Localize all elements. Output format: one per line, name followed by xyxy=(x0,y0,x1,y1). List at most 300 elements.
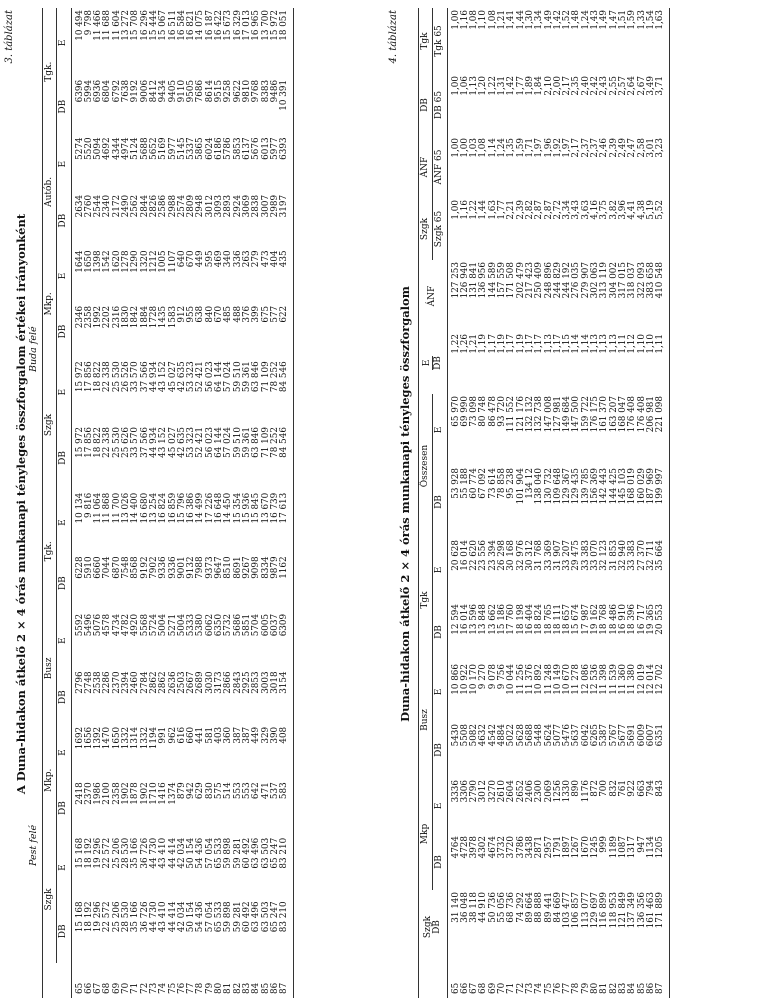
value-cell: 12 019 xyxy=(636,664,647,695)
value-cell: 583 xyxy=(280,780,294,835)
tgk-header: Tgk. xyxy=(43,491,57,612)
tgk-ratio-header: Tgk xyxy=(419,8,433,74)
value-cell: 1,16 xyxy=(459,200,470,220)
value-cell: 31 140 xyxy=(450,892,461,923)
value-cell: 5387 xyxy=(599,724,610,747)
value-cell: 10 149 xyxy=(552,664,563,695)
value-cell: 36 726 xyxy=(139,901,150,933)
value-cell: 5022 xyxy=(506,724,517,747)
value-cell: 3012 xyxy=(204,194,215,218)
value-cell: 2760 xyxy=(83,194,94,218)
value-cell: 403 xyxy=(214,726,225,744)
table-b-body xyxy=(447,8,670,998)
value-cell: 2,64 xyxy=(627,76,638,96)
value-cell: 44 934 xyxy=(148,427,159,458)
value-cell: 4542 xyxy=(487,724,498,747)
value-cell: 441 xyxy=(195,726,206,744)
year-cell: 78 xyxy=(195,982,206,994)
value-cell: 2862 xyxy=(148,671,159,694)
value-cell: 5724 xyxy=(148,613,159,637)
value-cell: 313 119 xyxy=(599,262,610,299)
value-cell: 12 086 xyxy=(580,664,591,695)
value-cell: 57 024 xyxy=(223,427,234,458)
value-cell: 15 067 xyxy=(158,10,169,41)
value-cell: 6792 xyxy=(111,79,122,103)
value-cell: 1,13 xyxy=(608,334,619,354)
value-cell: 1176 xyxy=(580,780,591,803)
value-cell: 329 xyxy=(260,726,271,744)
value-cell: 4728 xyxy=(459,836,470,859)
value-cell: 5520 xyxy=(83,137,94,160)
value-cell: 3786 xyxy=(515,836,526,859)
value-cell: 16 329 xyxy=(232,10,243,41)
db-ratio-header: DB xyxy=(419,74,433,136)
value-cell: 1,00 xyxy=(450,10,461,30)
value-cell: 86 478 xyxy=(487,396,498,427)
value-cell: 840 xyxy=(204,305,215,323)
value-cell: 5732 xyxy=(223,613,234,637)
value-cell: 1,49 xyxy=(599,10,610,30)
value-cell: 157 559 xyxy=(497,262,508,299)
value-cell: 1,49 xyxy=(543,10,554,30)
value-cell: 376 xyxy=(241,305,252,323)
value-cell: 18 111 xyxy=(552,604,563,635)
value-cell: 1,14 xyxy=(571,334,582,354)
value-cell: 5977 xyxy=(167,137,178,160)
value-cell: 2866 xyxy=(223,671,234,694)
value-cell: 1692 xyxy=(74,726,85,750)
value-cell: 78 252 xyxy=(269,361,280,393)
db-subheader: DB xyxy=(57,193,71,248)
year-cell: 76 xyxy=(552,982,563,994)
value-cell: 1005 xyxy=(158,250,169,273)
value-cell: 56 023 xyxy=(204,361,215,393)
value-cell: 12 536 xyxy=(590,664,601,695)
value-cell: 171 508 xyxy=(506,262,517,299)
value-cell: 43 152 xyxy=(158,427,169,458)
value-cell: 1,11 xyxy=(617,334,628,354)
value-cell: 7044 xyxy=(102,556,113,579)
value-cell: 68 736 xyxy=(506,892,517,923)
value-cell: 65 533 xyxy=(214,901,225,933)
value-cell: 5910 xyxy=(83,556,94,579)
value-cell: 2358 xyxy=(83,305,94,329)
value-cell: 1,59 xyxy=(515,138,526,158)
value-cell: 1,41 xyxy=(506,10,517,30)
value-cell: 553 xyxy=(232,782,243,800)
value-cell: 16 717 xyxy=(636,604,647,635)
value-cell: 3197 xyxy=(280,193,294,248)
value-cell: 15 708 xyxy=(130,10,141,41)
value-cell: 879 xyxy=(176,782,187,800)
value-cell: 1245 xyxy=(590,836,601,859)
value-cell: 129 697 xyxy=(590,892,601,929)
value-cell: 9434 xyxy=(158,79,169,103)
value-cell: 1,13 xyxy=(543,334,554,354)
value-cell: 3018 xyxy=(269,671,280,694)
value-cell: 22 572 xyxy=(102,837,113,869)
value-cell: 16 648 xyxy=(214,492,225,524)
value-cell: 1830 xyxy=(121,305,132,329)
value-cell: 25 626 xyxy=(121,427,132,458)
value-cell: 1,13 xyxy=(469,76,480,96)
table-a-header xyxy=(43,8,72,998)
value-cell: 15 168 xyxy=(74,901,85,933)
value-cell: 6005 xyxy=(260,613,271,637)
value-cell: 9879 xyxy=(269,556,280,579)
value-cell: 244 829 xyxy=(552,262,563,299)
value-cell: 5508 xyxy=(459,724,470,747)
value-cell: 2862 xyxy=(158,671,169,694)
value-cell: 3,43 xyxy=(571,200,582,220)
value-cell: 176 408 xyxy=(627,396,638,433)
value-cell: 1,30 xyxy=(524,10,535,30)
value-cell: 5076 xyxy=(93,613,104,637)
value-cell: 136 956 xyxy=(478,262,489,299)
value-cell: 6804 xyxy=(102,79,113,103)
value-cell: 89 441 xyxy=(543,892,554,923)
value-cell: 5337 xyxy=(186,137,197,160)
value-cell: 221 098 xyxy=(656,394,670,466)
year-cell: 68 xyxy=(478,982,489,994)
value-cell: 2358 xyxy=(111,782,122,805)
value-cell: 1897 xyxy=(562,836,573,859)
value-cell: 360 xyxy=(223,726,234,744)
year-cell: 74 xyxy=(534,982,545,994)
value-cell: 55 056 xyxy=(497,892,508,923)
value-cell: 469 xyxy=(214,250,225,268)
value-cell: 16 404 xyxy=(524,604,535,635)
value-cell: 10 670 xyxy=(562,664,573,695)
year-cell: 75 xyxy=(543,982,554,994)
value-cell: 16 859 xyxy=(167,492,178,524)
year-cell: 84 xyxy=(627,982,638,994)
value-cell: 3,23 xyxy=(656,136,670,198)
e-subheader: E xyxy=(433,394,447,466)
value-cell: 2,17 xyxy=(571,138,582,158)
value-cell: 1542 xyxy=(102,250,113,273)
value-cell: 38 118 xyxy=(469,892,480,923)
value-cell: 139 785 xyxy=(580,468,591,505)
value-cell: 15 936 xyxy=(241,492,252,524)
value-cell: 10 494 xyxy=(74,10,85,41)
year-cell: 81 xyxy=(223,982,234,994)
value-cell: 2,43 xyxy=(599,76,610,96)
value-cell: 145 103 xyxy=(617,468,628,505)
value-cell: 10 391 xyxy=(280,78,294,136)
value-cell: 2826 xyxy=(148,194,159,218)
value-cell: 1,14 xyxy=(487,138,498,158)
value-cell: 1189 xyxy=(608,836,619,859)
value-cell: 42 034 xyxy=(176,837,187,869)
frac-den: DB xyxy=(433,356,444,370)
value-cell: 52 421 xyxy=(195,427,206,458)
value-cell: 103 477 xyxy=(562,892,573,929)
value-cell: 1,13 xyxy=(599,334,610,354)
year-header xyxy=(419,964,448,998)
value-cell: 33 369 xyxy=(543,540,554,571)
value-cell: 1,51 xyxy=(617,10,628,30)
value-cell: 18 486 xyxy=(608,604,619,635)
value-cell: 101 904 xyxy=(515,468,526,505)
busz-header: Busz xyxy=(43,612,57,725)
value-cell: 1,77 xyxy=(515,76,526,96)
value-cell: 537 xyxy=(269,782,280,800)
value-cell: 622 xyxy=(280,304,294,359)
value-cell: 56 023 xyxy=(204,427,215,458)
year-cell: 67 xyxy=(469,982,480,994)
value-cell: 44 910 xyxy=(478,892,489,923)
value-cell: 1,00 xyxy=(450,138,461,158)
value-cell: 3978 xyxy=(469,836,480,859)
direction-pest: Pest felé xyxy=(28,824,39,866)
value-cell: 84 546 xyxy=(280,425,294,491)
value-cell: 5496 xyxy=(83,613,94,637)
value-cell: 9336 xyxy=(167,556,178,579)
year-cell: 86 xyxy=(645,982,656,994)
value-cell: 404 xyxy=(269,250,280,268)
value-cell: 2538 xyxy=(93,671,104,694)
value-cell: 206 981 xyxy=(645,396,656,433)
value-cell: 129 367 xyxy=(562,468,573,505)
value-cell: 6228 xyxy=(74,556,85,579)
value-cell: 132 132 xyxy=(524,396,535,433)
value-cell: 42 635 xyxy=(176,361,187,393)
value-cell: 64 144 xyxy=(214,361,225,393)
value-cell: 168 047 xyxy=(617,396,628,433)
value-cell: 45 027 xyxy=(167,427,178,458)
value-cell: 5333 xyxy=(186,613,197,637)
value-cell: 1,47 xyxy=(608,10,619,30)
value-cell: 15 673 xyxy=(223,10,234,41)
value-cell: 6137 xyxy=(241,137,252,160)
value-cell: 670 xyxy=(214,305,225,323)
e-subheader: E xyxy=(57,836,71,900)
value-cell: 5688 xyxy=(524,724,535,747)
value-cell: 1650 xyxy=(111,726,122,750)
value-cell: 1620 xyxy=(111,250,122,273)
value-cell: 3154 xyxy=(280,669,294,724)
value-cell: 302 063 xyxy=(590,262,601,299)
value-cell: 59 281 xyxy=(232,901,243,933)
value-cell: 8334 xyxy=(260,556,271,579)
db-subheader: DB xyxy=(433,722,447,778)
value-cell: 17 226 xyxy=(204,492,215,524)
table-row xyxy=(447,8,461,998)
value-cell: 2340 xyxy=(102,194,113,218)
year-cell: 76 xyxy=(176,982,187,994)
value-cell: 2,57 xyxy=(617,76,628,96)
value-cell: 33 383 xyxy=(580,540,591,571)
value-cell: 160 029 xyxy=(636,468,647,505)
value-cell: 19 365 xyxy=(645,604,656,635)
value-cell: 171 889 xyxy=(656,890,670,964)
value-cell: 5786 xyxy=(223,137,234,160)
value-cell: 78 858 xyxy=(497,468,508,499)
year-cell: 81 xyxy=(599,982,610,994)
value-cell: 2924 xyxy=(232,194,243,218)
value-cell: 5430 xyxy=(450,724,461,747)
value-cell: 15 186 xyxy=(497,604,508,635)
frac-num: E xyxy=(422,356,433,370)
value-cell: 1,71 xyxy=(524,138,535,158)
value-cell: 2796 xyxy=(74,671,85,694)
value-cell: 1,92 xyxy=(552,138,563,158)
value-cell: 263 xyxy=(241,250,252,268)
year-header xyxy=(43,963,72,998)
e-subheader: E xyxy=(57,612,71,670)
value-cell: 1644 xyxy=(74,250,85,273)
year-cell: 80 xyxy=(590,982,601,994)
value-cell: 2871 xyxy=(534,836,545,859)
value-cell: 137 349 xyxy=(627,892,638,929)
value-cell: 2,46 xyxy=(599,138,610,158)
value-cell: 2,67 xyxy=(636,76,647,96)
value-cell: 12 702 xyxy=(656,662,670,722)
value-cell: 43 410 xyxy=(158,901,169,933)
value-cell: 20 553 xyxy=(656,602,670,662)
value-cell: 106 857 xyxy=(571,892,582,929)
value-cell: 317 015 xyxy=(617,262,628,299)
value-cell: 13 670 xyxy=(260,492,271,524)
value-cell: 1,17 xyxy=(534,334,545,354)
value-cell: 5851 xyxy=(241,613,252,637)
value-cell: 387 xyxy=(232,726,243,744)
value-cell: 1,44 xyxy=(478,200,489,220)
value-cell: 449 xyxy=(251,726,262,744)
value-cell: 6350 xyxy=(214,613,225,637)
value-cell: 121 176 xyxy=(515,396,526,433)
value-cell: 9505 xyxy=(186,79,197,103)
value-cell: 1,17 xyxy=(487,334,498,354)
value-cell: 44 414 xyxy=(167,901,178,933)
value-cell: 250 409 xyxy=(534,262,545,299)
table-b-number: 4. táblázat xyxy=(388,10,399,64)
year-cell: 71 xyxy=(506,982,517,994)
value-cell: 15 972 xyxy=(74,427,85,458)
value-cell: 10 044 xyxy=(506,664,517,695)
value-cell: 2838 xyxy=(251,194,262,218)
value-cell: 670 xyxy=(186,250,197,268)
value-cell: 1317 xyxy=(627,836,638,859)
value-cell: 121 849 xyxy=(617,892,628,929)
value-cell: 1,15 xyxy=(562,334,573,354)
value-cell: 15 168 xyxy=(74,837,85,869)
value-cell: 3,01 xyxy=(645,138,656,158)
value-cell: 947 xyxy=(636,836,647,853)
value-cell: 8614 xyxy=(204,79,215,103)
value-cell: 638 xyxy=(195,305,206,323)
db-subheader: DB xyxy=(433,466,447,538)
year-cell: 65 xyxy=(74,982,85,994)
value-cell: 2300 xyxy=(534,780,545,803)
value-cell: 1,03 xyxy=(469,138,480,158)
value-cell: 660 xyxy=(186,726,197,744)
szgk-buda-header: Szgk xyxy=(43,359,57,490)
value-cell: 2893 xyxy=(223,194,234,218)
value-cell: 408 xyxy=(280,725,294,780)
value-cell: 127 253 xyxy=(450,262,461,299)
value-cell: 15 674 xyxy=(571,604,582,635)
value-cell: 2,42 xyxy=(590,76,601,96)
value-cell: 126 940 xyxy=(459,262,470,299)
value-cell: 2586 xyxy=(158,194,169,218)
value-cell: 10 134 xyxy=(74,492,85,524)
db-subheader: DB xyxy=(57,425,71,491)
table-a-title: A Duna-hidakon átkelő 2 × 4 órás munkanapi tényleges összforgalom értékei irányonként xyxy=(14,213,28,795)
e-subheader: E xyxy=(57,359,71,425)
value-cell: 187 969 xyxy=(645,468,656,505)
year-cell: 77 xyxy=(562,982,573,994)
value-cell: 832 xyxy=(608,780,619,797)
value-cell: 8510 xyxy=(223,556,234,579)
value-cell: 80 748 xyxy=(478,396,489,427)
value-cell: 761 xyxy=(617,780,628,797)
value-cell: 4674 xyxy=(487,836,498,859)
value-cell: 4884 xyxy=(497,724,508,747)
year-cell: 69 xyxy=(111,982,122,994)
value-cell: 1,24 xyxy=(580,10,591,30)
value-cell: 19 162 xyxy=(590,604,601,635)
tgk-header: Tgk xyxy=(419,538,433,662)
value-cell: 276 035 xyxy=(571,262,582,299)
value-cell: 71 109 xyxy=(260,427,271,458)
year-cell: 72 xyxy=(139,982,150,994)
value-cell: 8383 xyxy=(260,79,271,103)
value-cell: 18 765 xyxy=(543,604,554,635)
value-cell: 2,00 xyxy=(552,76,563,96)
value-cell: 42 034 xyxy=(176,901,187,933)
value-cell: 89 664 xyxy=(524,892,535,923)
value-cell: 642 xyxy=(251,782,262,800)
value-cell: 435 xyxy=(280,248,294,303)
value-cell: 9258 xyxy=(223,79,234,103)
value-cell: 15 796 xyxy=(176,492,187,524)
value-cell: 44 730 xyxy=(148,901,159,933)
value-cell: 7638 xyxy=(121,79,132,103)
value-cell: 11 604 xyxy=(111,10,122,41)
value-cell: 244 192 xyxy=(562,262,573,299)
value-cell: 78 252 xyxy=(269,427,280,458)
value-cell: 17 013 xyxy=(241,10,252,41)
busz-header: Busz xyxy=(419,662,433,778)
value-cell: 50 154 xyxy=(186,837,197,869)
value-cell: 31 907 xyxy=(552,540,563,571)
value-cell: 2604 xyxy=(506,780,517,803)
value-cell: 2346 xyxy=(74,305,85,329)
value-cell: 2667 xyxy=(186,671,197,694)
value-cell: 1,21 xyxy=(469,334,480,354)
value-cell: 16 511 xyxy=(167,10,178,41)
value-cell: 9647 xyxy=(214,556,225,579)
value-cell: 13 596 xyxy=(469,604,480,635)
autob-header: Autób. xyxy=(43,135,57,248)
value-cell: 42 635 xyxy=(176,427,187,458)
value-cell: 37 566 xyxy=(139,361,150,393)
value-cell: 2394 xyxy=(121,671,132,694)
value-cell: 73 098 xyxy=(469,396,480,427)
e-subheader: E xyxy=(57,135,71,193)
value-cell: 5686 xyxy=(232,613,243,637)
year-cell: 87 xyxy=(280,963,294,998)
value-cell: 700 xyxy=(599,780,610,797)
table-b-header xyxy=(419,8,448,998)
value-cell: 1,63 xyxy=(487,200,498,220)
value-cell: 17 856 xyxy=(83,361,94,393)
value-cell: 5169 xyxy=(158,137,169,160)
value-cell: 16 821 xyxy=(186,10,197,41)
value-cell: 336 xyxy=(232,250,243,268)
